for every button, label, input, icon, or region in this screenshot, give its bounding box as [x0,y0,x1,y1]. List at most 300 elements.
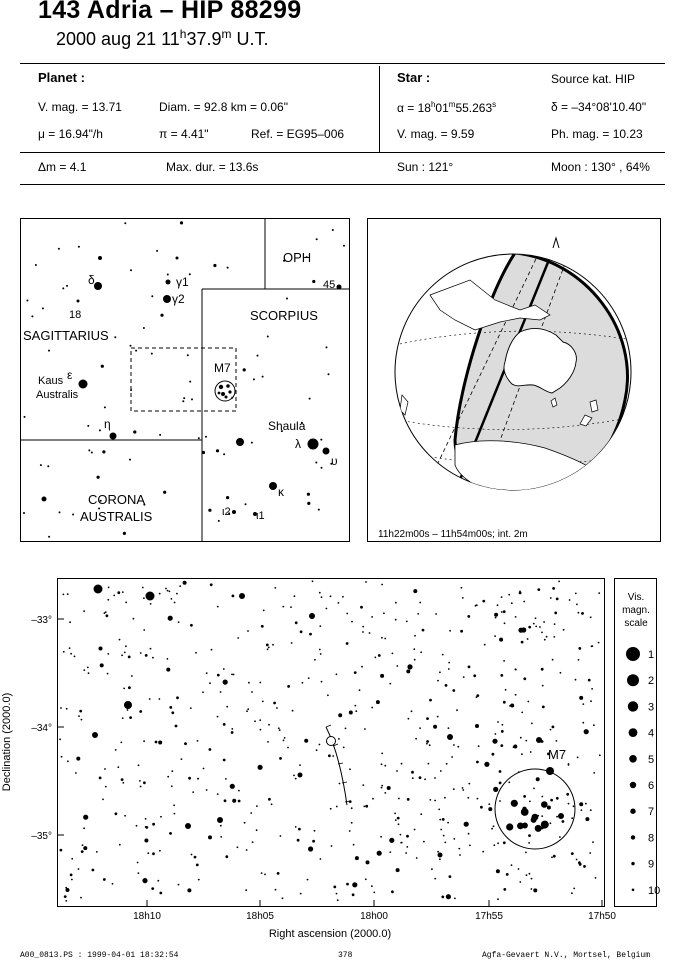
chart-star [462,597,464,599]
chart-star [453,788,455,790]
time-minute-unit: m [221,27,232,41]
magnitude-scale [615,579,661,907]
chart-star [320,858,322,860]
chart-star [122,591,124,593]
chart-star [108,587,110,589]
chart-star [342,596,344,598]
chart-star [159,698,161,700]
chart-star [443,835,445,837]
chart-star [380,836,382,838]
chart-star [71,858,73,860]
chart-star [143,740,145,742]
chart-star [440,829,442,831]
chart-star [411,710,413,712]
chart-star [125,645,127,647]
chart-star [319,592,321,594]
chart-star [279,757,282,760]
chart-star [183,581,187,585]
chart-star [519,591,521,593]
chart-star [171,770,173,772]
chart-star [123,688,125,690]
chart-star [550,822,552,824]
chart-star [519,881,521,883]
chart-star [462,789,464,791]
chart-star [139,710,142,713]
chart-star [147,852,149,854]
y-tick: –34° [31,723,52,734]
chart-star [107,653,109,655]
label-kappa: κ [278,485,284,499]
chart-star [420,651,422,653]
chart-star [287,685,290,688]
chart-star [159,593,161,595]
scale-title: scale [624,618,648,629]
scale-value: 3 [648,701,655,714]
chart-star [381,637,383,639]
x-tick: 18h05 [246,911,274,922]
star-heading: Star : [397,70,431,85]
chart-star [124,815,126,817]
chart-star [544,639,546,641]
chart-star [225,778,227,780]
chart-star [178,884,180,886]
chart-star [142,587,144,589]
chart-star [552,726,555,729]
time-minutes: 37.9 [186,29,222,49]
chart-star [439,819,441,821]
chart-star [83,610,85,612]
chart-star [521,753,523,755]
chart-star [578,659,580,661]
chart-star [121,654,123,656]
chart-star [541,801,548,808]
chart-star [508,594,510,596]
chart-star [237,846,239,848]
chart-star [590,809,592,811]
chart-star [70,874,73,877]
chart-star [475,724,479,728]
chart-star [528,842,530,844]
chart-star [231,674,233,676]
chart-star [81,850,84,853]
chart-star [452,689,455,692]
chart-star [345,728,347,730]
chart-star [238,790,240,792]
chart-star [268,798,271,801]
chart-star [295,778,297,780]
chart-star [69,647,71,649]
chart-star [139,780,141,782]
chart-star [127,709,129,711]
chart-star [525,740,527,742]
chart-star [589,852,591,854]
chart-star [259,682,261,684]
chart-star [593,772,595,774]
chart-star [453,838,455,840]
chart-star [543,621,545,623]
chart-star [351,807,353,809]
chart-star [491,828,493,830]
chart-star [492,739,497,744]
chart-star [553,855,556,858]
chart-star [167,658,169,660]
chart-star [258,765,263,770]
x-axis [133,900,616,922]
chart-star [579,696,583,700]
chart-star [279,729,281,731]
chart-star [467,615,470,618]
chart-star [583,865,586,868]
chart-star [176,593,178,595]
star-vmag: V. mag. = 9.59 [397,127,475,141]
star-alpha: $\alpha = 18^h01^m55.263^s$ [397,100,497,115]
chart-star [405,852,407,854]
chart-star [294,595,296,597]
chart-star [558,581,560,583]
chart-star [371,616,373,618]
chart-star [338,738,340,740]
chart-star [406,846,408,848]
chart-star [429,699,432,702]
label-epsilon: ε [67,368,73,382]
chart-star [238,800,241,803]
chart-star [145,818,147,820]
chart-star [428,763,430,765]
chart-star [500,744,503,747]
chart-star [562,820,565,823]
chart-star [254,720,256,722]
chart-star [493,787,498,792]
chart-star [173,804,175,806]
chart-star [107,599,109,601]
time-hour-unit: h [179,27,187,41]
chart-star [533,888,537,892]
chart-star [531,878,533,880]
chart-star [415,738,417,740]
chart-star [526,874,528,876]
chart-star [175,725,178,728]
chart-star [297,839,300,842]
scale-value: 5 [648,753,655,766]
chart-star [319,625,321,627]
chart-star [102,799,104,801]
chart-star [439,858,441,860]
chart-star [578,861,581,864]
chart-star [550,597,552,599]
target-star-marker [327,737,336,746]
chart-star [224,799,227,802]
chart-star [165,588,167,590]
chart-star [198,879,200,881]
scale-dot [630,782,636,788]
chart-star [217,793,219,795]
chart-star [169,832,172,835]
chart-star [353,844,355,846]
chart-star [143,781,146,784]
chart-star [277,872,280,875]
chart-star [316,749,318,751]
chart-star [185,823,191,829]
chart-star [349,711,353,715]
chart-star [276,707,278,709]
chart-star [551,856,553,858]
label-australis-star: Australis [36,389,79,401]
chart-star [124,652,126,654]
chart-star [369,632,371,634]
chart-star [169,706,172,709]
chart-star [398,798,400,800]
footer-company: Agfa-Gevaert N.V., Mortsel, Belgium [482,951,651,960]
chart-star [167,776,169,778]
chart-star [406,669,410,673]
chart-star [573,805,575,807]
chart-star [431,868,433,870]
chart-star [541,796,543,798]
chart-star [338,713,342,717]
chart-star [309,633,312,636]
scale-dot [629,728,638,737]
chart-star [568,764,570,766]
chart-star [417,613,419,615]
star-phmag: Ph. mag. = 10.23 [551,127,643,141]
label-oph: OPH [283,250,312,265]
chart-star [577,757,579,759]
chart-star [588,679,591,682]
chart-star [520,737,522,739]
chart-star [125,602,127,604]
chart-star [449,630,451,632]
chart-star [319,649,321,651]
chart-star [181,758,183,760]
chart-star [355,856,359,860]
chart-star [539,626,541,628]
chart-star [407,798,410,801]
chart-star [231,731,234,734]
chart-star [152,852,155,855]
chart-star [373,892,375,894]
chart-star [523,795,526,798]
chart-star [396,665,398,667]
chart-star [381,753,383,755]
planet-diam: Diam. = 92.8 km = 0.06" [159,100,288,114]
chart-star [459,854,461,856]
chart-star [448,668,450,670]
chart-star [395,619,397,621]
chart-star [140,786,142,788]
chart-star [511,864,513,866]
label-iota1: ι1 [256,510,265,522]
chart-star [499,782,502,785]
chart-star [389,838,394,843]
chart-star [444,842,446,844]
chart-star [332,755,334,757]
scale-dot [632,889,635,892]
chart-star [435,613,437,615]
chart-star [493,844,495,846]
chart-star [377,851,382,856]
chart-star [529,801,531,803]
chart-star [531,723,533,725]
chart-star [515,694,517,696]
planet-ref: Ref. = EG95–006 [251,127,345,141]
label-eta: η [104,417,111,431]
chart-star [391,890,394,893]
chart-star [437,851,439,853]
chart-star [440,770,442,772]
chart-star [60,849,63,852]
chart-star [290,606,292,608]
scale-dot [629,755,637,763]
chart-star [206,789,208,791]
chart-star [501,596,503,598]
chart-star [522,823,528,829]
chart-star [590,616,592,618]
scale-value: 9 [648,858,655,871]
chart-star [477,798,479,800]
chart-star [527,638,529,640]
chart-star [321,596,323,598]
chart-star [120,742,122,744]
m7-label: M7 [548,747,567,762]
chart-star [488,807,492,811]
chart-star [582,703,584,705]
chart-star [503,841,506,844]
scale-dot [631,835,635,839]
chart-star [79,710,82,713]
chart-star [531,817,537,823]
chart-star [267,648,269,650]
chart-star [99,777,102,780]
chart-star [411,771,414,774]
chart-star [556,598,559,601]
chart-star [171,711,174,714]
chart-star [60,707,62,709]
label-gamma1: γ1 [176,275,189,289]
label-corona: CORONA [88,492,146,507]
scale-dot [626,647,640,661]
chart-star [133,618,135,620]
chart-star [66,888,70,892]
chart-star [458,848,460,850]
chart-star [220,825,222,827]
chart-star [563,629,565,631]
chart-star [392,653,394,655]
chart-star [105,611,107,613]
chart-star [460,630,463,633]
chart-star [361,666,363,668]
chart-star [387,786,391,790]
chart-star [145,654,148,657]
chart-star [211,649,213,651]
chart-star [550,729,552,731]
chart-star [146,592,155,601]
chart-star [423,841,425,843]
chart-star [349,830,351,832]
time-ut: U.T. [231,29,269,49]
globe-caption: 11h22m00s – 11h54m00s; int. 2m [378,529,528,540]
chart-star [492,753,495,756]
chart-star [437,716,439,718]
chart-star [503,888,506,891]
chart-star [389,683,391,685]
chart-star [438,853,443,858]
chart-star [150,648,152,650]
chart-star [482,851,484,853]
chart-star [503,610,506,613]
chart-star [262,701,264,703]
sun-elongation: Sun : 121° [397,160,454,174]
chart-star [138,872,140,874]
chart-star [499,770,502,773]
chart-star [535,626,537,628]
chart-star [575,593,577,595]
chart-star [349,768,351,770]
chart-star [480,806,483,809]
chart-star [138,764,140,766]
chart-star [159,892,162,895]
chart-star [145,826,148,829]
scale-value: 2 [648,675,655,688]
chart-star [451,756,453,758]
chart-star [598,642,600,644]
chart-star [83,846,87,850]
chart-star [413,589,417,593]
chart-star [275,889,277,891]
chart-star [272,644,274,646]
chart-star [144,839,148,843]
chart-star [261,872,263,874]
max-duration: Max. dur. = 13.6s [166,160,259,174]
chart-star [298,828,301,831]
chart-star [365,805,368,808]
chart-star [119,639,121,641]
label-iota2: ι2 [222,506,231,518]
chart-star [136,825,138,827]
chart-star [195,652,197,654]
chart-star [245,889,247,891]
chart-star [282,897,284,899]
chart-star [542,685,544,687]
chart-star [536,777,540,781]
chart-star [552,659,554,661]
y-tick: –33° [31,615,52,626]
chart-star [251,691,253,693]
scale-value: 6 [648,780,655,792]
chart-star [362,784,364,786]
chart-star [595,877,597,879]
chart-star [81,719,83,721]
chart-star [523,677,526,680]
chart-star [128,656,131,659]
chart-star [196,864,199,867]
chart-star [202,691,204,693]
chart-star [398,823,400,825]
chart-star [533,623,535,625]
chart-star [381,785,383,787]
chart-star [217,817,223,823]
chart-star [550,799,553,802]
scale-value: 8 [648,832,655,845]
chart-star [438,809,440,811]
label-shaula: Shaula [268,419,306,433]
chart-star [476,694,479,697]
chart-star [499,638,503,642]
scale-dot [630,809,635,814]
chart-star [187,888,191,892]
chart-star [210,583,213,586]
chart-star [503,701,506,704]
chart-star [497,604,499,606]
